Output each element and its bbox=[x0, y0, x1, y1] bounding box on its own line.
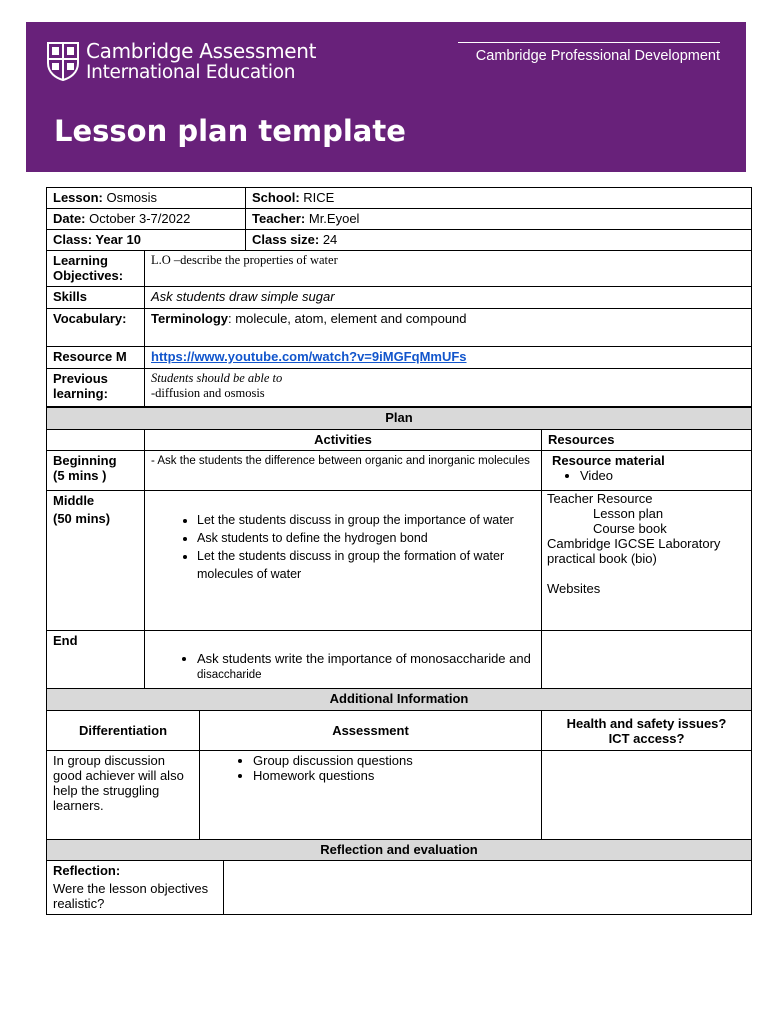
previous-line-1: Students should be able to bbox=[151, 371, 283, 385]
plan-header-blank bbox=[47, 430, 145, 451]
beginning-resource-item: • Video bbox=[580, 468, 745, 483]
end-activity bbox=[197, 651, 535, 683]
date-label: Date: bbox=[53, 211, 86, 226]
middle-time: (50 mins) bbox=[53, 511, 111, 526]
teacher-cell bbox=[246, 209, 752, 230]
assessment-header: Assessment bbox=[200, 711, 542, 751]
school-label: School: bbox=[252, 190, 300, 205]
beginning-label: Beginning bbox=[53, 453, 117, 468]
cambridge-shield-icon bbox=[46, 41, 80, 81]
middle-label-cell bbox=[47, 491, 145, 631]
reflection-answer bbox=[224, 861, 752, 915]
lesson-label: Lesson: bbox=[53, 190, 103, 205]
teacher-value: Mr.Eyoel bbox=[308, 211, 360, 226]
page-title: Lesson plan template bbox=[54, 114, 406, 148]
skills-label: Skills bbox=[47, 287, 145, 309]
reflection-label: Reflection: bbox=[53, 863, 121, 878]
brand-line-1: Cambridge Assessment bbox=[86, 39, 317, 63]
date-value: October 3-7/2022 bbox=[89, 211, 191, 226]
differentiation-value: In group discussion good achiever will also help the struggling learners. bbox=[47, 751, 200, 840]
health-value bbox=[542, 751, 752, 840]
reflection-heading: Reflection and evaluation bbox=[47, 840, 752, 861]
class-size-label: Class size: bbox=[252, 232, 320, 247]
beginning-time: (5 mins ) bbox=[53, 468, 107, 483]
brand-logo bbox=[46, 40, 316, 84]
middle-res-4: Cambridge IGCSE Laboratory practical book (bio) bbox=[547, 536, 721, 566]
skills-value: Ask students draw simple sugar bbox=[145, 287, 752, 309]
resource-link[interactable]: https://www.youtube.com/watch?v=9iMGFqMmUFs bbox=[151, 349, 467, 364]
header-banner bbox=[26, 22, 746, 172]
end-resource-cell bbox=[542, 631, 752, 690]
middle-label: Middle bbox=[53, 493, 95, 508]
end-activity-a: Ask students write the importance of monosaccharide and bbox=[197, 651, 531, 666]
resource-label: Resource M bbox=[47, 347, 145, 369]
reflection-question: Were the lesson objectives realistic? bbox=[53, 881, 209, 911]
vocab-label: Vocabulary: bbox=[47, 309, 145, 347]
assessment-item-1: • Group discussion questions bbox=[253, 753, 535, 768]
end-label: End bbox=[47, 631, 145, 690]
class-size-cell bbox=[246, 230, 752, 251]
previous-cell bbox=[145, 369, 752, 407]
middle-activity-cell bbox=[145, 491, 542, 631]
end-activity-b: disaccharide bbox=[197, 669, 262, 681]
school-cell bbox=[246, 188, 752, 209]
reflection-table bbox=[46, 839, 752, 915]
health-header-1: Health and safety issues? bbox=[566, 715, 727, 731]
beginning-resource-cell bbox=[542, 451, 752, 491]
lesson-cell bbox=[47, 188, 246, 209]
resource-cell bbox=[145, 347, 752, 369]
lesson-info-table bbox=[46, 187, 752, 407]
additional-info-table bbox=[46, 688, 752, 840]
beginning-resource-title: Resource material bbox=[552, 453, 665, 468]
health-header bbox=[542, 711, 752, 751]
objectives-value: L.O –describe the properties of water bbox=[145, 251, 752, 287]
school-value: RICE bbox=[303, 190, 335, 205]
additional-heading: Additional Information bbox=[47, 689, 752, 711]
objectives-label: Learning Objectives: bbox=[47, 251, 145, 287]
lesson-value: Osmosis bbox=[106, 190, 158, 205]
assessment-cell bbox=[200, 751, 542, 840]
class-size-value: 24 bbox=[322, 232, 338, 247]
middle-res-5: Websites bbox=[547, 581, 601, 596]
plan-table bbox=[46, 407, 752, 690]
beginning-activity: - Ask the students the difference between organic and inorganic molecules bbox=[145, 451, 542, 491]
plan-heading: Plan bbox=[47, 408, 752, 430]
date-cell bbox=[47, 209, 246, 230]
previous-label: Previous learning: bbox=[47, 369, 145, 407]
vocab-cell bbox=[145, 309, 752, 347]
beginning-label-cell bbox=[47, 451, 145, 491]
middle-res-2: Lesson plan bbox=[593, 506, 664, 521]
middle-res-1: Teacher Resource bbox=[547, 491, 653, 506]
brand-line-2: International Education bbox=[86, 62, 296, 83]
previous-line-2: -diffusion and osmosis bbox=[151, 386, 265, 400]
middle-resource-cell bbox=[542, 491, 752, 631]
middle-activity-2: • Ask students to define the hydrogen bond bbox=[197, 529, 535, 547]
health-header-2: ICT access? bbox=[608, 730, 685, 746]
vocab-term: Terminology bbox=[151, 311, 229, 326]
vocab-value: : molecule, atom, element and compound bbox=[228, 311, 467, 326]
cpd-title: Cambridge Professional Development bbox=[458, 42, 720, 64]
end-activity-cell bbox=[145, 631, 542, 690]
activities-header: Activities bbox=[145, 430, 542, 451]
resources-header: Resources bbox=[542, 430, 752, 451]
middle-activity-1: • Let the students discuss in group the importance of water bbox=[197, 511, 535, 529]
class-label: Class: Year 10 bbox=[47, 230, 246, 251]
teacher-label: Teacher: bbox=[252, 211, 306, 226]
middle-res-3: Course book bbox=[593, 521, 667, 536]
middle-activity-3: • Let the students discuss in group the formation of water molecules of water bbox=[197, 547, 535, 583]
reflection-label-cell bbox=[47, 861, 224, 915]
differentiation-header: Differentiation bbox=[47, 711, 200, 751]
assessment-item-2: • Homework questions bbox=[253, 768, 535, 783]
